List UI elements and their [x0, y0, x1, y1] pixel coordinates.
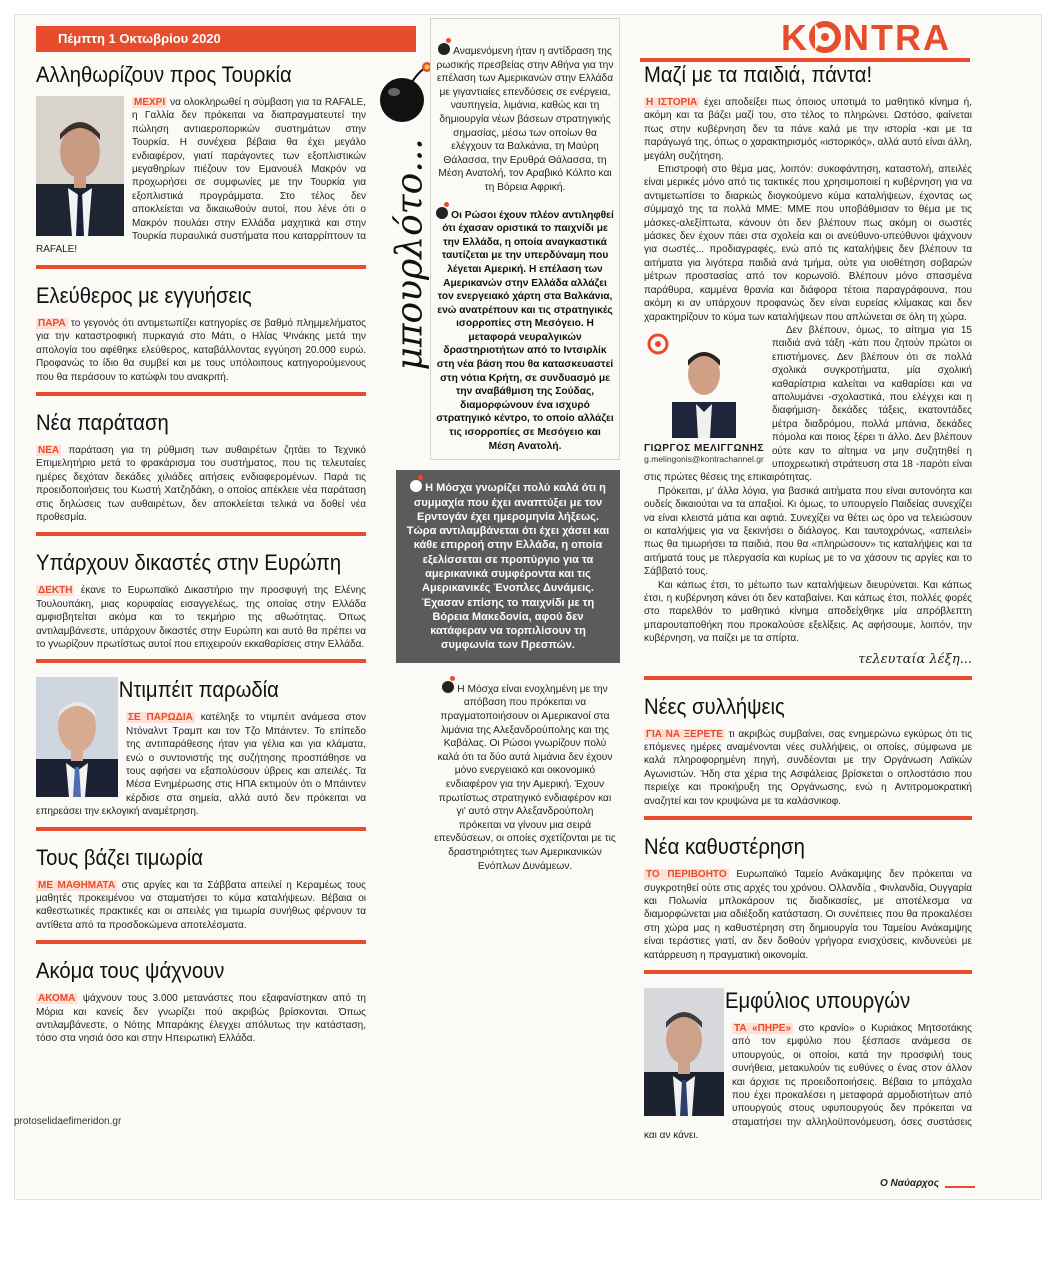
- lead-word: ΓΙΑ ΝΑ ΞΕΡΕΤΕ: [646, 728, 723, 740]
- lead-word: ΝΕΑ: [38, 444, 60, 456]
- section-divider: [36, 940, 366, 944]
- section-divider: [36, 392, 366, 396]
- headline: Εμφύλιος υπουργών: [724, 987, 911, 1013]
- lead-word: ΑΚΟΜΑ: [38, 993, 76, 1005]
- masthead-logo: [775, 12, 975, 62]
- logo-icon: [775, 12, 975, 62]
- author-photo: [644, 330, 764, 438]
- issue-date: Πέμπτη 1 Οκτωβρίου 2020: [58, 31, 221, 46]
- date-bar: [36, 26, 416, 52]
- article-debate: [36, 677, 366, 830]
- headline: Τους βάζει τιμωρία: [36, 844, 203, 870]
- article-text: το γεγονός ότι αντιμετωπίζει κατηγορίες σε βαθμό πλημμελήματος για την καταστροφική πυρκαγιά στο Μάτι, ο Ηλίας Ψινάκης μετά την απολογία του αφέθηκε ελεύθερος, καταβάλλοντας εγγύηση 20.000 ευρώ. Προφανώς το ίδιο θα συμβεί και με τους υπόλοιπους κατηγορούμενους που θα περάσουν το κατώφλι του ανακριτή.: [36, 317, 366, 383]
- article-bail: [36, 283, 366, 396]
- headline: Ελεύθερος με εγγυήσεις: [36, 282, 252, 308]
- lead-word: ΜΕΧΡΙ: [134, 97, 166, 108]
- article-text: στις αργίες και τα Σάββατα απειλεί η Κεραμέως τους μαθητές προκειμένου να σταματήσει το κύμα καταλήψεων. Βέβαια οι καθεστωτικές πρακτικές και οι απειλές για τιμωρία συνήθως φέρνουν τα αντίθετα από τα προσδοκώμενα αποτελέσματα.: [36, 879, 367, 931]
- section-divider: [36, 827, 366, 831]
- mid-paragraph: Οι Ρώσοι έχουν πλέον αντιληφθεί ότι έχασαν οριστικά το παιχνίδι με την Ελλάδα, η οποία αναγκαστικά ταυτίζεται με την υπερδύναμη που λέγεται Αμερική. Η επέλαση των Αμερικανών στην Ελλάδα αλλάζει τον ενεργειακό χάρτη στα Βαλκάνια, ενώ ανατρέπουν και τις στρατηγικές ισορροπίες στη Μεσόγειο. Η μεταφορά νευραλγικών δραστηριοτήτων από το Ιντσιρλίκ στη νέα βάση που θα κατασκευαστεί στη νότια Κρήτη, σε συνδυασμό με την αναβάθμιση της Σούδας, διαμορφώνουν ένα ισχυρό στρατηγικό κέντρο, το οποίο αλλάζει τις ισορροπίες σε Μεσόγειο και Μέση Ανατολή.: [436, 209, 614, 452]
- vertical-title-text: μπουρλότο...: [389, 138, 431, 371]
- article-text: Και κάπως έτσι, το μέτωπο των καταλήψεων διευρύνεται. Και κάπως έτσι, η κυβέρνηση κάνει ότι δεν καταβαίνει. Και κάπως έτσι, πολλές φορές στο παρελθόν το μαθητικό κίνημα αποδείχθηκε μία απρόβλεπτη μπαρουταποθήκη που προκαλούσε εξελίξεις. Ας αφήσουμε, λοιπόν, την κυβέρνηση, να παίζει με τα σπίρτα.: [644, 579, 972, 645]
- section-divider: [644, 676, 972, 680]
- article-arrests: [644, 694, 972, 820]
- middle-box-1: [430, 18, 620, 460]
- mid-paragraph: Η Μόσχα γνωρίζει πολύ καλά ότι η συμμαχία που έχει αναπτύξει με τον Ερντογάν έχει ημερομηνία λήξεως. Τώρα αντιλαμβάνεται ότι έχει χάσει και κάθε επιρροή στην Ελλάδα, η οποία εξελίσσεται σε προπύργιο για τα αμερικανικά συμφέροντα και τις Αμερικανικές Ένοπλες Δυνάμεις. Έχασαν επίσης το παιχνίδι με τη Βόρεια Μακεδονία, αφού δεν κατάφεραν να τορπιλίσουν τη συμφωνία των Πρεσπών.: [406, 482, 610, 652]
- article-text: κατέληξε το ντιμπέιτ ανάμεσα στον Ντόναλντ Τραμπ και τον Τζο Μπάιντεν. Το επίπεδο της αντιπαράθεσης ήταν για γέλια και για κλάματα, ενώ ο συντονιστής της συζήτησης προσπάθησε να τους αφήσει να εξαπολύσουν ύβρεις και απειλές. Τα Μέσα Ενημέρωσης στις ΗΠΑ εκτιμούν ότι ο Μπάιντεν κέρδισε στα σημεία, αλλά αυτό δεν πρόκειται να επηρεάσει την εκλογική αναμέτρηση.: [36, 712, 366, 818]
- article-extension: [36, 410, 366, 536]
- article-turkey: [36, 62, 366, 269]
- article-delay: [644, 834, 972, 974]
- column-signature: τελευταία λέξη...: [858, 651, 972, 667]
- author-email[interactable]: g.melingonis@kontrachannel.gr: [644, 453, 764, 464]
- article-ministers: [644, 988, 972, 1143]
- headline: Μαζί με τα παιδιά, πάντα!: [644, 62, 873, 87]
- left-column: [36, 62, 366, 1046]
- bomb-icon: [410, 480, 422, 492]
- middle-dark-box: [396, 470, 620, 663]
- article-text: παράταση για τη ρύθμιση των αυθαιρέτων ζητάει το Τεχνικό Επιμελητήριο μετά το φρακάρισμα του συστήματος, που τις τελευταίες ημέρες δεχόταν δεκάδες χιλιάδες αιτήσεις ενδιαφερομένων. Παρά τις προειδοποιήσεις του Κωστή Χατζηδάκη, ο οποίος απέκλειε νέα παράταση στις δηλώσεις των αυθαιρέτων, δεν αποκλείεται τελικά να δοθεί νέα προθεσμία.: [36, 444, 366, 523]
- author-box: [644, 330, 764, 464]
- footer-byline: Ο Ναύαρχος: [880, 1178, 939, 1189]
- article-punishment: [36, 845, 366, 945]
- article-text: Ευρωπαϊκό Ταμείο Ανάκαμψης δεν πρόκειται να συγκροτηθεί ούτε στις αρχές του χρόνου. Ολλανδία , Φινλανδία, Ουγγαρία και Πολωνία μπλοκάρουν τις διαδικασίες, με αποτέλεσμα να διαμορφώνεται μια αδιέξοδη κατάσταση. Οι συνέπειες που θα προκαλέσει στη χώρα μας η καθυστέρηση στη δημιουργία του Ταμείου Ανάκαμψης είναι τεράστιες γιατί, αν δεν δοθούν γρήγορα ενισχύσεις, κινδυνεύει με κατάρρευση η πραγματική οικονομία.: [644, 869, 973, 961]
- svg-text:NTRA: NTRA: [843, 17, 951, 58]
- mid-paragraph: Η Μόσχα είναι ενοχλημένη με την απόβαση που πρόκειται να πραγματοποιήσουν οι Αμερικανοί στα λιμάνια της Αλεξανδρούπολης και της Καβάλας. Οι Ρώσοι γνωρίζουν πολύ καλά ότι τα δύο αυτά λιμάνια δεν έχουν μόνο ενεργειακό και οικονομικό ενδιαφέρον για την Αμερική. Έχουν πρωτίστως στρατηγικό ενδιαφέρον και γι' αυτό στην Αλεξανδρούπολη πρόκειται να γίνουν μια σειρά επενδύσεων, οι οποίες σχετίζονται με τις δραστηριότητες των Αμερικανικών Ενόπλων Δυνάμεων.: [434, 683, 616, 872]
- article-text: Επιστροφή στο θέμα μας, λοιπόν: συκοφάντηση, καταστολή, απειλές είναι μερικές μόνο από τις τακτικές που χρησιμοποιεί η κυβέρνηση για να αντιμετωπίσει το διαρκώς διογκούμενο κύμα καταλήψεων, έχοντας ως σύμμαχό της τα πολλά ΜΜΕ: ΜΜΕ που υποβάθμισαν το θέμα με τις μάσκες-αλεξίπτωτα, κάνουν ότι δεν βλέπουν πως ακόμη οι σωστές μάσκες δεν έχουν πάει στα σχολεία και οι ανεύθυνο-υπεύθυνοι ψάχνουν για σωστές... προδιαγραφές, ενώ από τις καταλήψεις δεν βλέπουν τα αιτήματα για λιγότερα παιδιά ανά τμήμα, ούτε για υιοθέτηση σοβαρών μέτρων προστασίας από τον κορωνοϊό. Βλέπουν μόνο σπασμένα παράθυρα, καμμένα θρανία και διάφορα τέτοια παραγράφουνα, που ακόμη κι αν υπάρχουν προφανώς δεν είναι ευρείας κλίμακας και δεν χαρακτηρίζουν το κύμα των καταλήψεων που απλώνεται σε όλη τη χώρα.: [644, 164, 972, 323]
- headline: Ακόμα τους ψάχνουν: [36, 958, 225, 984]
- watermark-text: protoselidaefimeridon.gr: [14, 1116, 122, 1127]
- lead-word: ΔΕΚΤΗ: [38, 585, 73, 597]
- headline: Υπάρχουν δικαστές στην Ευρώπη: [36, 550, 342, 576]
- lead-word: ΤΟ ΠΕΡΙΒΟΗΤΟ: [646, 869, 727, 881]
- headline: Νέες συλλήψεις: [644, 693, 785, 719]
- article-text: στο κρανίο» ο Κυριάκος Μητσοτάκης από τον εμφύλιο που ξέσπασε ανάμεσα σε υπουργούς, οι οποίοι, κατά την προσφιλή τους συνήθεια, μετακυλούν τις ευθύνες ο ένας στον άλλον και άρχισε τις προειδοποιήσεις. Βέβαια το μπάχαλο που έχει προκαλέσει η μεταφορά αρμοδιοτήτων από υπουργούς στους υφυπουργούς δεν πρόκειται να σταματήσει την αλληλοϋπονόμευση, όσες συστάσεις και αν κάνει.: [644, 1022, 972, 1142]
- article-text: Πρόκειται, μ' άλλα λόγια, για βασικά αιτήματα που είναι αυτονόητα και ουδείς δικαιούται να τα απαξιοί. Κι όμως, το υπουργείο Παιδείας συνεχίζει να είναι κλειστά μάτια και αφτιά. Συνεχίζει να θέτει ως όρο να τελειώσουν οι καταλήψεις για να ξεκινήσει ο διάλογος. Και ταυτοχρόνως, «απειλεί» πως θα τιμωρήσει τα παιδιά, που θα «πληρώσουν» τις καταλήψεις και τα αιτήματά τους με πλεργασία και κυρίως με το να χάσουν τις αργίες και το Σάββατό τους.: [644, 485, 972, 578]
- bomb-icon: [442, 681, 454, 693]
- article-text: έχει αποδείξει πως όποιος υποτιμά το μαθητικό κίνημα ή, ακόμη και τα βάζει μαζί του, στο τέλος το πληρώνει. Ωστόσο, φαίνεται πως στην κυβέρνηση δεν τα πάνε καλά με την ιστορία -και με τα παράγωγά της, όπως ο χαρακτηρισμός «ιστορικός», αλλά αυτό είναι άλλη, μεγάλη συζήτηση.: [644, 97, 973, 162]
- article-text: έκανε το Ευρωπαϊκό Δικαστήριο την προσφυγή της Ελένης Τουλουπάκη, μιας κορυφαίας εισαγγελέως, της οποίας στην Ελλάδα αμφισβητείται ακόμα και το τεκμήριο της αθωότητας. Όπως αντιλαμβάνεστε, υπάρχουν δικαστές στην Ευρώπη και αυτό θα πρέπει να το γνωρίζουν πρωτίστως αυτοί που επιχειρούν εκκαθαρίσεις στην Ελλάδα.: [36, 585, 366, 650]
- section-divider: [644, 970, 972, 974]
- article-text: Δεν βλέπουν, όμως, το αίτημα για 15 παιδιά ανά τάξη -κάτι που ζητούν πρώτοι οι επιστήμονες. Δεν βλέπουν ότι σε πολλά σχολικά συγκροτήματα, μία σχολική καθαρίστρια καλείται να καθαρίσει και να απολυμάνει -σχολαστικά, που ελέγχει και η διαφήμιση- δεκάδες τάξεις, εκατοντάδες μέτρα διαδρόμου, πολλά μπάνια, δεκάδες πόμολα και ποιος ξέρει τι άλλο. Δεν βλέπουν ούτε καν το αίτημα να μην συζητηθεί η υποχρεωτική στράτευση στα 18 -παρότι είναι στις πρώτες θέσεις της επικαιρότητας.: [644, 324, 972, 484]
- author-name: ΓΙΩΡΓΟΣ ΜΕΛΙΓΓΩΝΗΣ: [644, 442, 764, 454]
- lead-word: ΠΑΡΑ: [38, 317, 66, 329]
- section-divider: [644, 816, 972, 820]
- lead-word: ΤΑ «ΠΗΡΕ»: [734, 1022, 792, 1034]
- article-children: [644, 62, 972, 680]
- article-judges: [36, 550, 366, 663]
- section-divider: [36, 532, 366, 536]
- svg-text:K: K: [781, 17, 810, 58]
- headline: Ντιμπέιτ παρωδία: [118, 677, 279, 703]
- article-search: [36, 958, 366, 1046]
- section-divider: [36, 659, 366, 663]
- bomb-icon: [438, 43, 450, 55]
- article-text: ψάχνουν τους 3.000 μετανάστες που εξαφανίστηκαν από τη Μόρια και κανείς δεν γνωρίζει πού ακριβώς βρίσκονται. Όπως αντιλαμβάνεστε, ο Νότης Μπαράκης έλεγχει απόλυτως την κατάσταση, τόσο στα νησιά όσο και στην Ηπειρωτική Ελλάδα.: [36, 993, 366, 1045]
- right-column: [644, 62, 972, 1143]
- lead-word: ΜΕ ΜΑΘΗΜΑΤΑ: [38, 879, 116, 891]
- lead-word: Η ΙΣΤΟΡΙΑ: [646, 97, 698, 108]
- article-text: τι ακριβώς συμβαίνει, σας ενημερώνω εγκύρως ότι τις επόμενες ημέρες αναμένονται νέες συλλήψεις, οι οποίες, σύμφωνα με καλά πληροφορημένη πηγή, συνδέονται με την Οργάνωση Λαϊκών Αγωνιστών. Ήδη στα χέρια της Ασφάλειας βρίσκεται ο οπλοστάσιο που περιείχε και προκήρυξη της Οργάνωσης, ενώ η Αντιτρομοκρατική αναζητεί και τον κρυψώνα με τα καλάσνικοφ.: [644, 728, 973, 807]
- mid-paragraph: Αναμενόμενη ήταν η αντίδραση της ρωσικής πρεσβείας στην Αθήνα για την επέλαση των Αμερικανών στην Ελλάδα με γιγαντιαίες επενδύσεις σε ενέργεια, ναυπηγεία, λιμάνια, καθώς και τη δημιουργία νέων βάσεων στρατηγικής σημασίας, μέσω των οποίων θα ελέγχουν τα Βαλκάνια, τη Μαύρη Θάλασσα, την Ερυθρά Θάλασσα, τη Μέση Ανατολή, τον Αραβικό Κόλπο και τη Βόρεια Αφρική.: [436, 46, 614, 193]
- headline: Νέα καθυστέρηση: [644, 834, 805, 860]
- lead-word: ΣΕ ΠΑΡΩΔΙΑ: [128, 712, 193, 724]
- article-text: να ολοκληρωθεί η σύμβαση για τα RAFALE, η Γαλλία δεν πρόκειται να διαπραγματευτεί την πώληση αντιαεροπορικών συστημάτων στην Τουρκία. Η συνέχεια βέβαια θα έχει μεγάλο ενδιαφέρον, γιατί παράγοντες των εξοπλιστικών μεγαθηρίων πιέζουν τον Εμανουέλ Μακρόν να προχωρήσει σε συμφωνίες με την Τουρκία για εξοπλιστικά προγράμματα. Στο τέλος δεν αποκλείεται να δικαιωθούν αυτοί, που λένε ότι ο Μακρόν πουλάει στην Ελλάδα μαχητικά και στην Τουρκία πυραυλικά συστήματα που καταρρίπτουν τα RAFALE!: [36, 97, 367, 256]
- byline-rule: [945, 1186, 975, 1188]
- bomb-icon: [436, 207, 448, 219]
- macron-photo: [36, 96, 124, 236]
- vertical-section-title: [372, 60, 432, 371]
- headline: Αλληθωρίζουν προς Τουρκία: [36, 62, 292, 87]
- section-divider: [36, 265, 366, 269]
- middle-box-2: [430, 675, 620, 879]
- headline: Νέα παράταση: [36, 409, 169, 435]
